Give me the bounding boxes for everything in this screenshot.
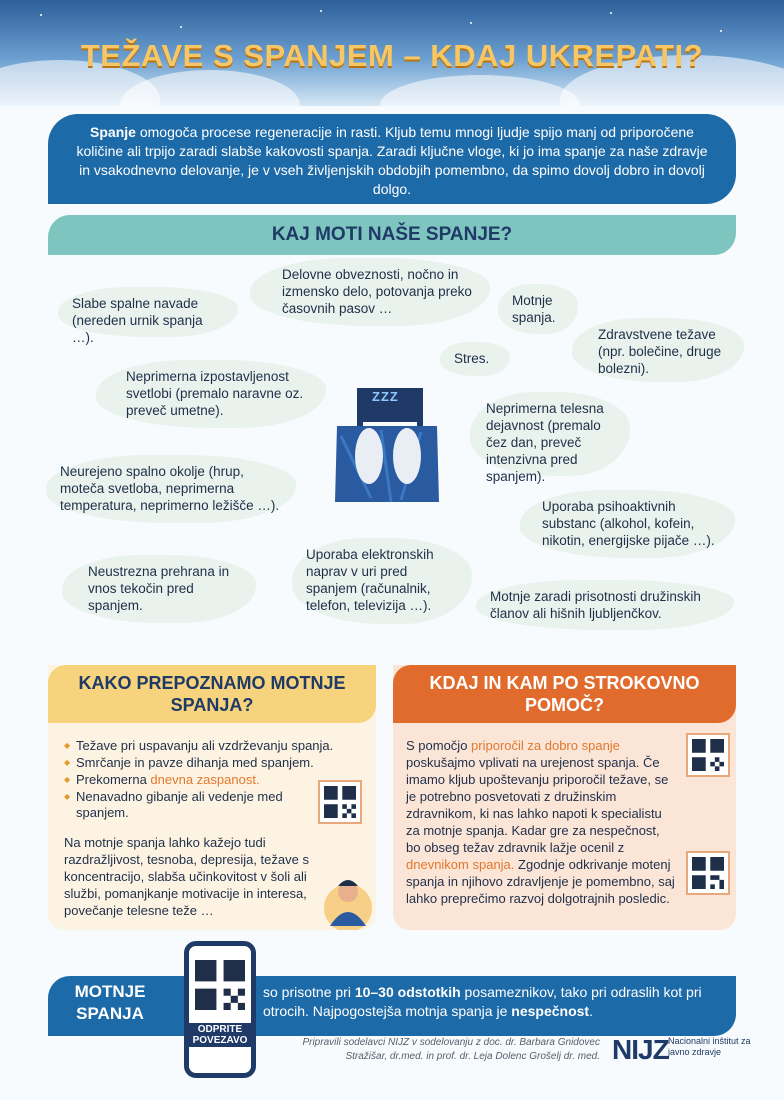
bubble-sleep-habits: Slabe spalne navade (nereden urnik spanja …). xyxy=(58,287,238,337)
list-item-text: Prekomerna xyxy=(76,772,151,787)
bottom-msg-a: so prisotne pri xyxy=(263,984,355,1000)
zzz-icon: ZZZ xyxy=(372,389,399,404)
bubble-stress: Stres. xyxy=(440,342,510,376)
open-link-button[interactable]: ODPRITE POVEZAVO xyxy=(189,1023,251,1047)
help-paragraph xyxy=(406,737,676,907)
recognize-title: KAKO PREPOZNAMO MOTNJE SPANJA? xyxy=(48,665,376,723)
bubble-light: Neprimerna izpostavljenost svetlobi (premalo naravne oz. preveč umetne). xyxy=(96,360,326,428)
bubble-work: Delovne obveznosti, nočno in izmensko delo, potovanja preko časovnih pasov … xyxy=(250,258,490,326)
bottom-msg-d: nespečnost xyxy=(511,1003,590,1019)
bubble-activity: Neprimerna telesna dejavnost (premalo čez dan, preveč intenzivna pred spanjem). xyxy=(470,392,630,476)
qr-code-phone[interactable] xyxy=(195,960,245,1010)
sleep-diary-link[interactable]: dnevnikom spanja. xyxy=(406,857,515,872)
list-item: ◆ Težave pri uspavanju ali vzdrževanju spanja. xyxy=(64,738,364,754)
list-item: ◆ Smrčanje in pavze dihanja med spanjem. xyxy=(64,755,364,771)
page-title: TEŽAVE S SPANJEM – KDAJ UKREPATI? xyxy=(80,38,704,73)
nijz-logo: NIJZ xyxy=(612,1034,669,1065)
help-title: KDAJ IN KAM PO STROKOVNO POMOČ? xyxy=(393,665,736,723)
intro-bold: Spanje xyxy=(90,124,136,140)
bubble-environment: Neurejeno spalno okolje (hrup, moteča svetloba, neprimerna temperatura, neprimerno ležišče …). xyxy=(46,455,296,523)
intro-text: omogoča procese regeneracije in rasti. Kljub temu mnogi ljudje spijo manj od priporočene količine ali trpijo zaradi slabše kakovosti spanja. Zaradi ključne vloge, ki jo ima spanje za naše zdravje in vsakodnevno delovanje, je v vseh življenjskih obdobjih pomembno, da spimo dovolj dobro in dovolj dolgo. xyxy=(76,124,708,197)
qr-code-recommendations[interactable] xyxy=(686,733,730,777)
help-p1: S pomočjo xyxy=(406,738,472,753)
bottom-msg-b: 10–30 odstotkih xyxy=(354,984,461,1000)
phone-illustration xyxy=(184,941,256,1078)
credits-text: Pripravili sodelavci NIJZ v sodelovanju z doc. dr. Barbara Gnidovec Stražišar, dr.med. in prof. dr. Leja Dolenc Grošelj dr. med. xyxy=(302,1037,600,1062)
bottom-label: MOTNJE SPANJA xyxy=(74,982,146,1023)
bubble-family: Motnje zaradi prisotnosti družinskih članov ali hišnih ljubljenčkov. xyxy=(476,580,734,630)
disturbances-title: KAJ MOTI NAŠE SPANJE? xyxy=(48,215,736,255)
nijz-logo-subtitle: Nacionalni inštitut za javno zdravje xyxy=(668,1036,751,1057)
recommendations-link[interactable]: priporočil za dobro spanje xyxy=(471,738,620,753)
help-p3: Zgodnje odkrivanje motenj spanja in njihovo zdravljenje je pomembno, saj lahko preprečimo razvoj dolgotrajnih posledic. xyxy=(406,857,675,906)
daytime-sleepiness-link[interactable]: dnevna zaspanost. xyxy=(150,772,260,787)
intro-box xyxy=(48,114,736,204)
help-p2: poskušajmo vplivati na urejenost spanja. Če imamo kljub upoštevanju priporočil težave, se je potrebno posvetovati z družinskim zdravnikom, ki nas lahko napoti k specialistu za motnje spanja. Kadar gre za nespečnost, bo obseg težav zdravnik lažje ocenil z xyxy=(406,755,669,855)
bottom-msg-e: . xyxy=(589,1003,593,1019)
bubble-electronics: Uporaba elektronskih naprav v uri pred spanjem (računalnik, telefon, televizija …). xyxy=(292,538,472,624)
list-item: ◆ Nenavadno gibanje ali vedenje med spanjem. xyxy=(64,789,326,821)
recognize-paragraph: Na motnje spanja lahko kažejo tudi razdražljivost, tesnoba, depresija, težave s koncentracijo, slabša učinkovitost v šoli ali službi, pomanjkanje motivacije in interesa, povečanje telesne teže … xyxy=(64,835,309,918)
bubble-substances: Uporaba psihoaktivnih substanc (alkohol, kofein, nikotin, energijske pijače …). xyxy=(520,490,735,558)
worried-person-illustration xyxy=(322,868,374,930)
bottom-message xyxy=(263,983,723,1021)
bottom-msg-c: posameznikov, tako pri odraslih kot pri otrocih. Najpogostejša motnja spanja je xyxy=(263,984,702,1019)
bubble-nutrition: Neustrezna prehrana in vnos tekočin pred spanjem. xyxy=(62,555,256,623)
bubble-health: Zdravstvene težave (npr. bolečine, druge bolezni). xyxy=(572,318,744,382)
qr-code-sleep-diary[interactable] xyxy=(686,851,730,895)
qr-code-daytime-sleepiness[interactable] xyxy=(318,780,362,824)
bubble-sleep-disorders: Motnje spanja. xyxy=(498,284,578,334)
